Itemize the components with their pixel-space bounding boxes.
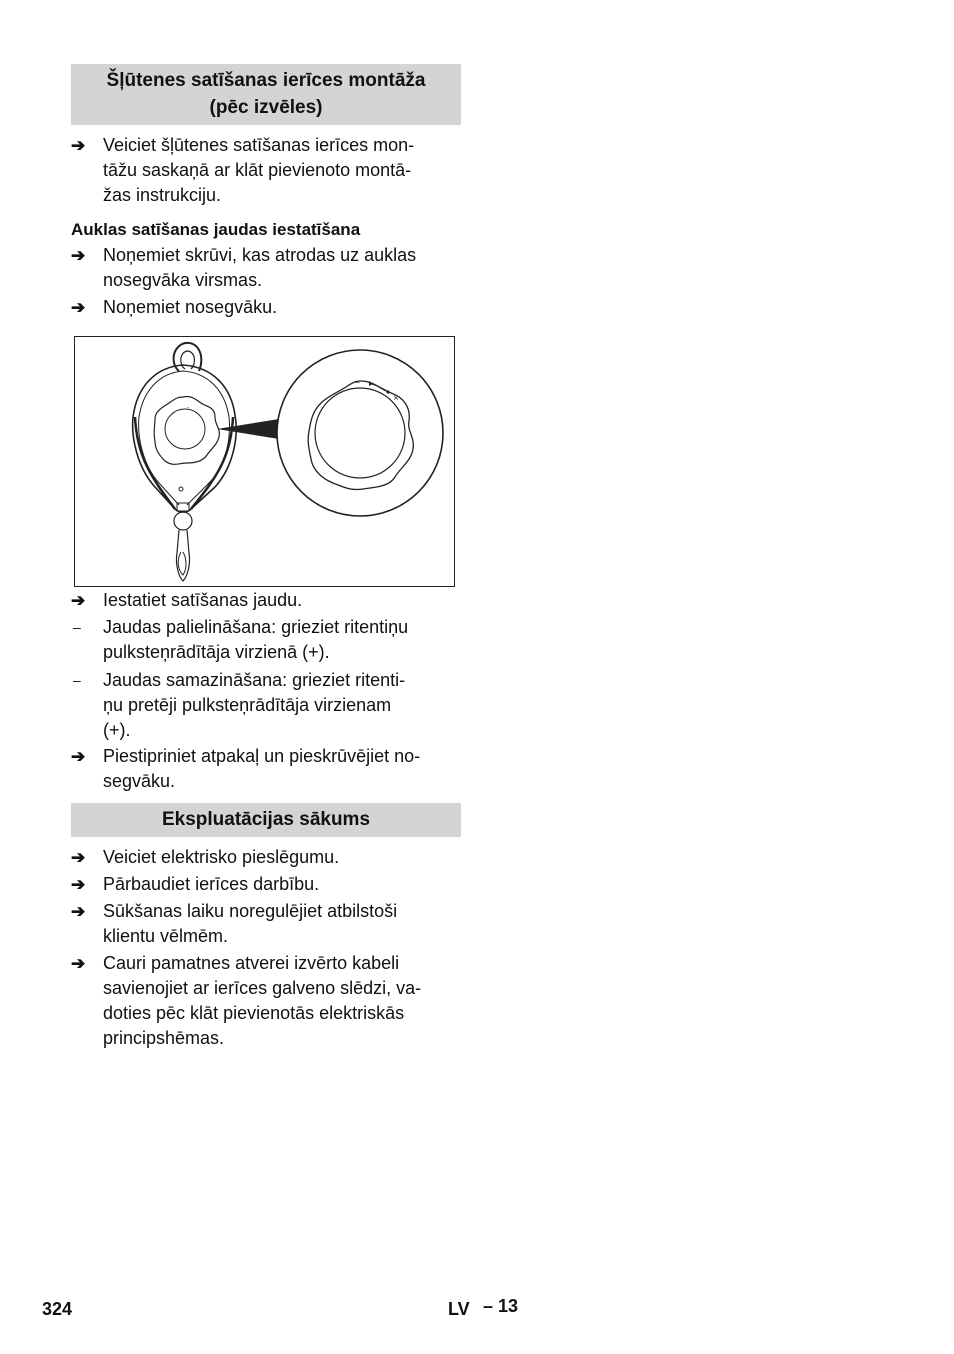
arrow-icon: ➔ — [71, 298, 86, 317]
instruction-line: Iestatiet satīšanas jaudu. — [103, 590, 303, 610]
dash-marker: – — [73, 672, 81, 688]
instruction-line: Veiciet šļūtenes satīšanas ierīces mon- — [103, 135, 415, 155]
instruction-line: savienojiet ar ierīces galveno slēdzi, va- — [103, 978, 422, 998]
section-header-commissioning: Ekspluatācijas sākums — [71, 803, 461, 837]
instruction-line: žas instrukciju. — [103, 185, 222, 205]
dash-item — [71, 615, 466, 665]
instruction-line: Sūkšanas laiku noregulējiet atbilstoši — [103, 901, 398, 921]
subsection-title: Auklas satīšanas jaudas iestatīšana — [71, 220, 361, 239]
instruction-line: segvāku. — [103, 771, 176, 791]
instruction-line: tāžu saskaņā ar klāt pievienoto montā- — [103, 160, 412, 180]
section-title-line2: (pēc izvēles) — [209, 97, 323, 118]
detail-pointer — [217, 419, 279, 439]
instruction-line: Cauri pamatnes atverei izvērto kabeli — [103, 953, 400, 973]
instruction-item — [71, 872, 466, 897]
minus-sign: – — [355, 377, 360, 388]
instruction-line: Noņemiet skrūvi, kas atrodas uz auklas — [103, 245, 417, 265]
arrow-icon: ➔ — [71, 848, 86, 867]
instruction-line: Noņemiet nosegvāku. — [103, 297, 278, 317]
instruction-line: Piestipriniet atpakaļ un pieskrūvējiet no- — [103, 746, 421, 766]
arrow-icon: ➔ — [71, 591, 86, 610]
instruction-line: Jaudas palielināšana: grieziet ritentiņu — [103, 617, 409, 637]
instruction-line: Veiciet elektrisko pieslēgumu. — [103, 847, 340, 867]
instruction-line: (+). — [103, 720, 131, 740]
instruction-line: klientu vēlmēm. — [103, 926, 229, 946]
arrow-icon: ➔ — [71, 954, 86, 973]
reel-drawing — [75, 337, 454, 586]
instruction-line: pulksteņrādītāja virzienā (+). — [103, 642, 330, 662]
instruction-item — [71, 899, 466, 949]
arrow-icon: ➔ — [71, 246, 86, 265]
section-title-line1: Šļūtenes satīšanas ierīces montāža — [106, 70, 426, 91]
arrow-icon: ➔ — [71, 747, 86, 766]
instruction-line: Jaudas samazināšana: grieziet ritenti- — [103, 670, 406, 690]
instruction-item — [71, 588, 466, 613]
instruction-line: nosegvāka virsmas. — [103, 270, 263, 290]
instruction-line: Pārbaudiet ierīces darbību. — [103, 874, 320, 894]
instruction-line: principshēmas. — [103, 1028, 225, 1048]
arrow-icon: ➔ — [71, 136, 86, 155]
instruction-item — [71, 243, 466, 293]
instruction-item — [71, 845, 466, 870]
plus-sign: + — [389, 392, 402, 405]
page-number: 324 — [42, 1299, 73, 1319]
instruction-item — [71, 744, 466, 794]
arrow-icon: ➔ — [71, 875, 86, 894]
cord-clip — [176, 530, 189, 581]
instruction-line: doties pēc klāt pievienotās elektriskās — [103, 1003, 405, 1023]
reel-housing — [133, 365, 237, 512]
instruction-item — [71, 295, 466, 320]
section-page-number: – 13 — [483, 1296, 519, 1316]
dash-item — [71, 668, 466, 743]
instruction-line: ņu pretēji pulksteņrādītāja virzienam — [103, 695, 392, 715]
language-code: LV — [448, 1299, 470, 1319]
instruction-item — [71, 133, 466, 208]
small-minus-sign: – — [187, 405, 190, 411]
detail-circle — [277, 350, 443, 516]
arrow-icon: ➔ — [71, 902, 86, 921]
dash-marker: – — [73, 619, 81, 635]
instruction-item — [71, 951, 466, 1051]
reel-tension-figure — [74, 336, 455, 587]
section-header-hose-reel — [71, 64, 461, 125]
